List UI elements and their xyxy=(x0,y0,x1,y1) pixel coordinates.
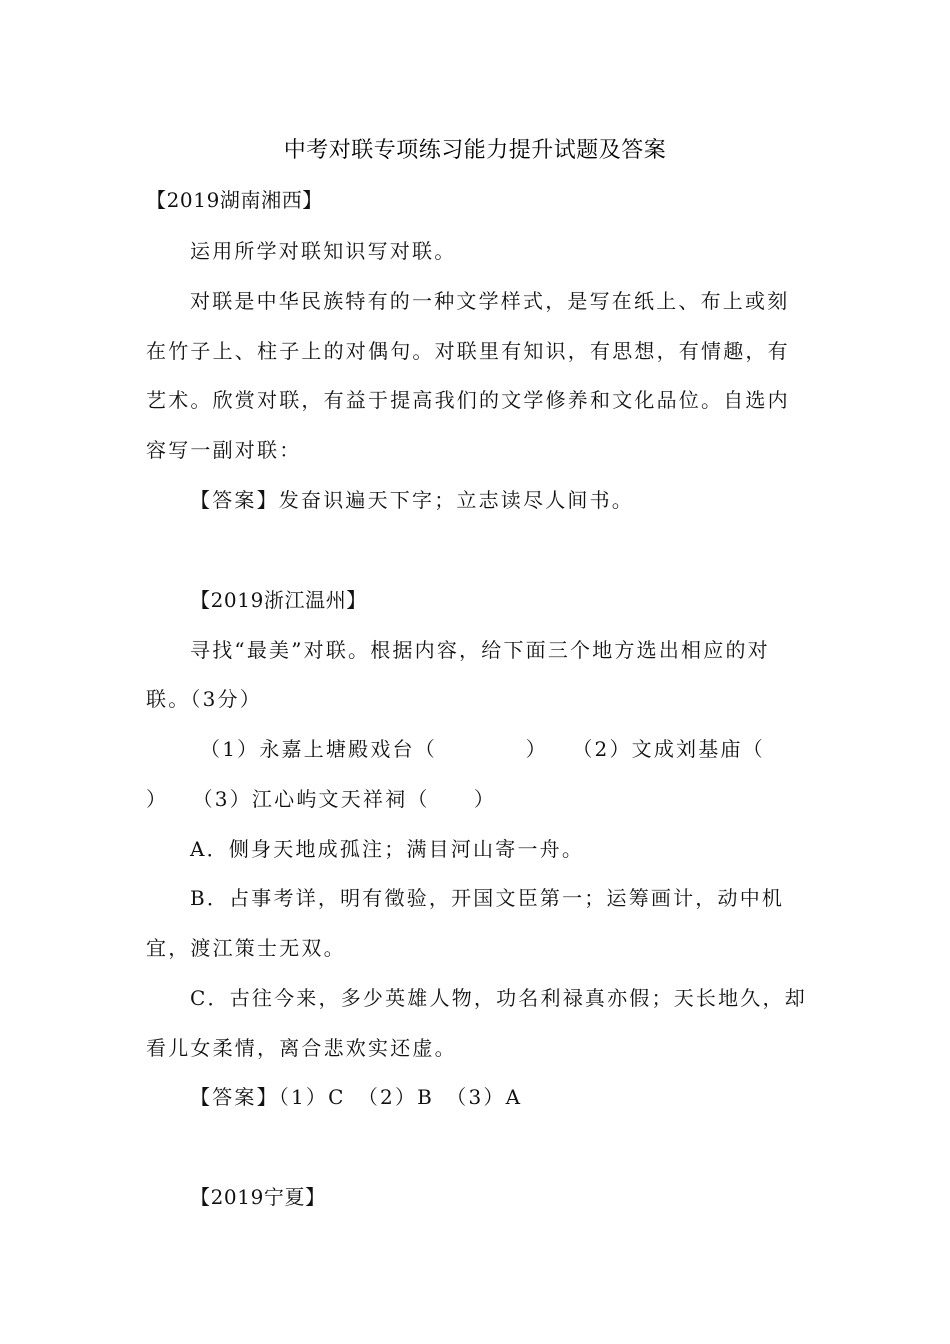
section1-paragraph-line: 艺术。欣赏对联，有益于提高我们的文学修养和文化品位。自选内 xyxy=(146,388,790,412)
section-heading-xiangxi: 【2019湖南湘西】 xyxy=(146,188,323,212)
document-title: 中考对联专项练习能力提升试题及答案 xyxy=(283,138,667,163)
section2-question-line: 寻找“最美”对联。根据内容，给下面三个地方选出相应的对 xyxy=(190,638,770,662)
section-heading-wenzhou: 【2019浙江温州】 xyxy=(190,588,367,612)
section1-answer: 【答案】发奋识遍天下字；立志读尽人间书。 xyxy=(190,488,634,512)
section1-paragraph-line: 在竹子上、柱子上的对偶句。对联里有知识，有思想，有情趣，有 xyxy=(146,339,790,363)
section2-answer: 【答案】（1）C （2）B （3）A xyxy=(190,1085,523,1109)
section1-paragraph-line: 对联是中华民族特有的一种文学样式，是写在纸上、布上或刻 xyxy=(190,289,790,313)
section2-places-line: （1）永嘉上塘殿戏台（ ） （2）文成刘基庙（ xyxy=(200,737,765,761)
section2-option-c-line: C．古往今来，多少英雄人物，功名利禄真亦假；天长地久，却 xyxy=(190,986,807,1010)
section1-prompt: 运用所学对联知识写对联。 xyxy=(190,239,457,263)
section1-paragraph-line: 容写一副对联： xyxy=(146,438,302,462)
section2-places-line: ） （3）江心屿文天祥祠（ ） xyxy=(146,787,497,811)
section2-option-a: A．侧身天地成孤注；满目河山寄一舟。 xyxy=(190,837,585,861)
section-heading-ningxia: 【2019宁夏】 xyxy=(190,1185,326,1209)
section2-question-line: 联。（3分） xyxy=(146,687,262,711)
section2-option-b-line: B．占事考详，明有徵验，开国文臣第一；运筹画计，动中机 xyxy=(190,886,785,910)
section2-option-c-line: 看儿女柔情，离合悲欢实还虚。 xyxy=(146,1036,457,1060)
section2-option-b-line: 宜，渡江策士无双。 xyxy=(146,936,346,960)
